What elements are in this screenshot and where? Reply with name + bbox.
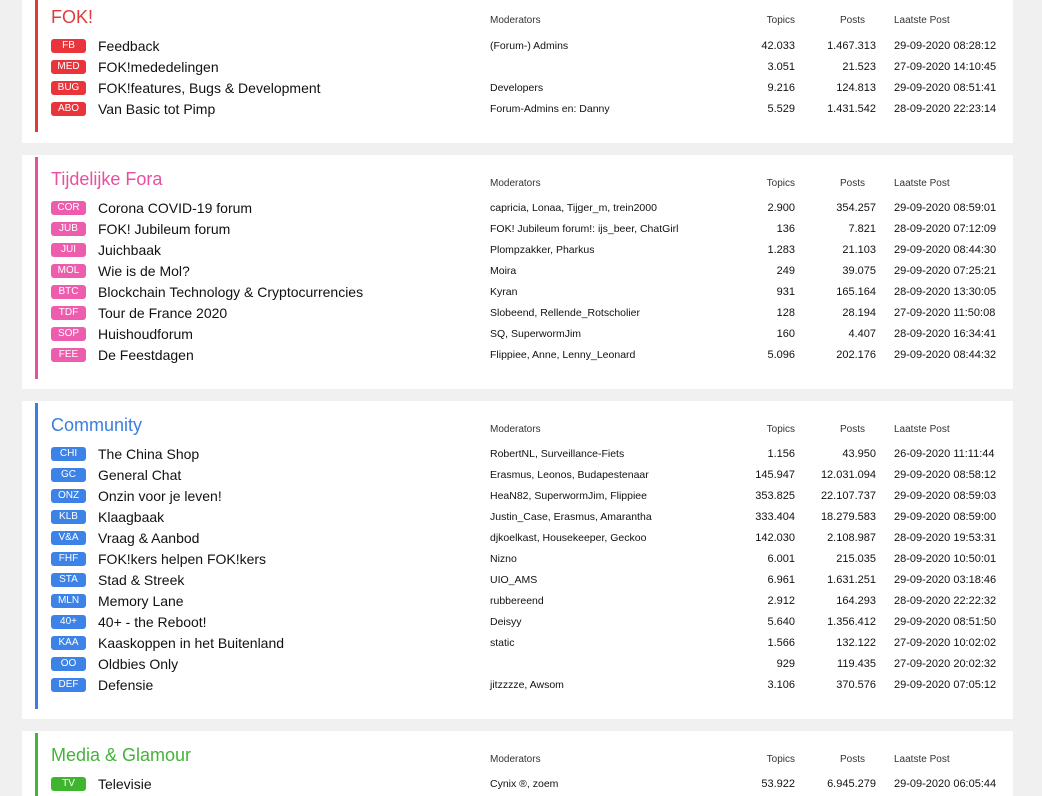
category-separator xyxy=(22,389,1013,401)
forum-code-badge[interactable]: CHI xyxy=(51,447,86,461)
forum-topic-count: 5.640 xyxy=(767,616,795,628)
forum-moderators[interactable]: Forum-Admins en: Danny xyxy=(490,103,610,115)
forum-post-count: 132.122 xyxy=(836,637,876,649)
forum-topic-count: 128 xyxy=(776,307,795,319)
forum-code-badge[interactable]: ONZ xyxy=(51,489,86,503)
forum-code-badge[interactable]: KAA xyxy=(51,636,86,650)
forum-row[interactable] xyxy=(38,675,1013,696)
forum-row[interactable] xyxy=(38,99,1013,120)
forum-post-count: 2.108.987 xyxy=(827,532,876,544)
forum-post-count: 124.813 xyxy=(836,82,876,94)
forum-last-post[interactable]: 29-09-2020 08:58:12 xyxy=(894,469,997,481)
header-last-post: Laatste Post xyxy=(894,754,950,765)
header-last-post: Laatste Post xyxy=(894,178,950,189)
forum-row[interactable] xyxy=(38,612,1013,633)
forum-moderators[interactable]: Moira xyxy=(490,265,517,277)
forum-moderators[interactable]: Cynix ®, zoem xyxy=(490,778,559,790)
forum-row[interactable] xyxy=(38,36,1013,57)
forum-code-badge[interactable]: OO xyxy=(51,657,86,671)
header-topics: Topics xyxy=(766,424,795,435)
header-moderators: Moderators xyxy=(490,754,541,765)
forum-post-count: 12.031.094 xyxy=(820,469,876,481)
forum-name-link[interactable]: 40+ - the Reboot! xyxy=(98,614,207,630)
forum-last-post[interactable]: 28-09-2020 22:23:14 xyxy=(894,103,997,115)
forum-post-count: 119.435 xyxy=(837,658,876,670)
category-media-glamour xyxy=(35,733,1013,796)
forum-topic-count: 5.529 xyxy=(767,103,795,115)
forum-code-badge[interactable]: FEE xyxy=(51,348,86,362)
forum-name-link[interactable]: Kaaskoppen in het Buitenland xyxy=(98,635,285,651)
forum-row[interactable] xyxy=(38,528,1013,549)
forum-topic-count: 333.404 xyxy=(755,511,795,523)
forum-row[interactable] xyxy=(38,633,1013,654)
header-topics: Topics xyxy=(766,754,795,765)
category-title[interactable]: Community xyxy=(51,415,143,435)
forum-name-link[interactable]: FOK!mededelingen xyxy=(98,59,219,75)
forum-moderators[interactable]: jitzzzze, Awsom xyxy=(490,679,564,691)
forum-code-badge[interactable]: FHF xyxy=(51,552,86,566)
forum-row[interactable] xyxy=(38,507,1013,528)
forum-code-badge[interactable]: TDF xyxy=(51,306,86,320)
forum-row[interactable] xyxy=(38,261,1013,282)
forum-last-post[interactable]: 29-09-2020 06:05:44 xyxy=(894,778,997,790)
forum-topic-count: 9.216 xyxy=(767,82,795,94)
forum-last-post[interactable]: 29-09-2020 08:59:01 xyxy=(894,202,997,214)
forum-row[interactable] xyxy=(38,345,1013,366)
forum-row[interactable] xyxy=(38,282,1013,303)
forum-row[interactable] xyxy=(38,654,1013,675)
category-title[interactable]: Media & Glamour xyxy=(51,745,192,765)
forum-moderators[interactable]: Developers xyxy=(490,82,544,94)
forum-name-link[interactable]: FOK! Jubileum forum xyxy=(98,221,231,237)
forum-moderators[interactable]: djkoelkast, Housekeeper, Geckoo xyxy=(490,532,647,544)
forum-last-post[interactable]: 29-09-2020 08:51:50 xyxy=(894,616,997,628)
category-tijdelijke-fora xyxy=(35,157,1013,379)
forum-last-post[interactable]: 29-09-2020 07:25:21 xyxy=(894,265,997,277)
forum-topic-count: 2.912 xyxy=(767,595,795,607)
header-posts: Posts xyxy=(839,424,865,435)
forum-post-count: 165.164 xyxy=(836,286,876,298)
forum-moderators[interactable]: UIO_AMS xyxy=(490,574,538,586)
forum-last-post[interactable]: 29-09-2020 08:59:03 xyxy=(894,490,997,502)
forum-code-badge[interactable]: GC xyxy=(51,468,86,482)
forum-post-count: 4.407 xyxy=(848,328,876,340)
forum-last-post[interactable]: 29-09-2020 03:18:46 xyxy=(894,574,997,586)
category-title[interactable]: FOK! xyxy=(51,7,94,27)
forum-code-badge[interactable]: JUB xyxy=(51,222,86,236)
forum-row[interactable] xyxy=(38,465,1013,486)
forum-name-link[interactable]: Juichbaak xyxy=(98,242,162,258)
forum-last-post[interactable]: 28-09-2020 22:22:32 xyxy=(894,595,997,607)
forum-code-badge[interactable]: V&A xyxy=(51,531,86,545)
forum-code-badge[interactable]: ABO xyxy=(51,102,86,116)
forum-post-count: 39.075 xyxy=(842,265,876,277)
forum-post-count: 370.576 xyxy=(836,679,876,691)
forum-code-badge[interactable]: TV xyxy=(51,777,86,791)
forum-row[interactable] xyxy=(38,57,1013,78)
header-topics: Topics xyxy=(766,15,795,26)
forum-moderators[interactable]: Slobeend, Rellende_Rotscholier xyxy=(490,307,641,319)
forum-name-link[interactable]: Televisie xyxy=(98,776,152,792)
forum-name-link[interactable]: Oldbies Only xyxy=(98,656,179,672)
forum-last-post[interactable]: 28-09-2020 07:12:09 xyxy=(894,223,997,235)
forum-moderators[interactable]: Deisyy xyxy=(490,616,522,628)
forum-post-count: 21.523 xyxy=(842,61,876,73)
forum-topic-count: 53.922 xyxy=(761,778,795,790)
forum-last-post[interactable]: 29-09-2020 08:44:32 xyxy=(894,349,997,361)
forum-topic-count: 142.030 xyxy=(755,532,795,544)
forum-moderators[interactable]: Erasmus, Leonos, Budapestenaar xyxy=(490,469,649,481)
forum-last-post[interactable]: 28-09-2020 19:53:31 xyxy=(894,532,997,544)
forum-post-count: 7.821 xyxy=(848,223,876,235)
forum-row[interactable] xyxy=(38,198,1013,219)
forum-moderators[interactable]: Kyran xyxy=(490,286,518,298)
forum-post-count: 28.194 xyxy=(842,307,876,319)
forum-last-post[interactable]: 29-09-2020 07:05:12 xyxy=(894,679,997,691)
category-separator xyxy=(22,719,1013,731)
forum-name-link[interactable]: Wie is de Mol? xyxy=(98,263,190,279)
header-last-post: Laatste Post xyxy=(894,15,950,26)
forum-topic-count: 2.900 xyxy=(767,202,795,214)
forum-row[interactable] xyxy=(38,591,1013,612)
forum-row[interactable] xyxy=(38,444,1013,465)
forum-post-count: 202.176 xyxy=(836,349,876,361)
forum-post-count: 1.431.542 xyxy=(827,103,876,115)
forum-code-badge[interactable]: KLB xyxy=(51,510,86,524)
forum-last-post[interactable]: 28-09-2020 16:34:41 xyxy=(894,328,997,340)
forum-row[interactable] xyxy=(38,219,1013,240)
forum-post-count: 164.293 xyxy=(836,595,876,607)
forum-moderators[interactable]: Plompzakker, Pharkus xyxy=(490,244,595,256)
forum-code-badge[interactable]: MOL xyxy=(51,264,86,278)
forum-post-count: 22.107.737 xyxy=(820,490,876,502)
forum-topic-count: 929 xyxy=(776,658,795,670)
header-posts: Posts xyxy=(839,754,865,765)
category-title[interactable]: Tijdelijke Fora xyxy=(51,169,163,189)
forum-code-badge[interactable]: SOP xyxy=(51,327,86,341)
forum-row[interactable] xyxy=(38,78,1013,99)
forum-last-post[interactable]: 29-09-2020 08:59:00 xyxy=(894,511,997,523)
forum-topic-count: 1.566 xyxy=(767,637,795,649)
forum-topic-count: 3.051 xyxy=(767,61,795,73)
forum-name-link[interactable]: De Feestdagen xyxy=(98,347,194,363)
forum-moderators[interactable]: rubbereend xyxy=(490,595,544,607)
forum-topic-count: 1.156 xyxy=(767,448,795,460)
header-posts: Posts xyxy=(839,178,865,189)
header-posts: Posts xyxy=(839,15,865,26)
category-community xyxy=(35,403,1013,709)
forum-code-badge[interactable]: MED xyxy=(51,60,86,74)
forum-topic-count: 42.033 xyxy=(761,40,795,52)
forum-post-count: 6.945.279 xyxy=(827,778,876,790)
header-moderators: Moderators xyxy=(490,178,541,189)
forum-code-badge[interactable]: COR xyxy=(51,201,86,215)
forum-moderators[interactable]: HeaN82, SuperwormJim, Flippiee xyxy=(490,490,647,502)
header-last-post: Laatste Post xyxy=(894,424,950,435)
forum-topic-count: 160 xyxy=(776,328,795,340)
forum-code-badge[interactable]: BTC xyxy=(51,285,86,299)
forum-post-count: 43.950 xyxy=(842,448,876,460)
forum-row[interactable] xyxy=(38,486,1013,507)
forum-name-link[interactable]: Tour de France 2020 xyxy=(98,305,228,321)
forum-row[interactable] xyxy=(38,570,1013,591)
forum-name-link[interactable]: Van Basic tot Pimp xyxy=(98,101,216,117)
header-moderators: Moderators xyxy=(490,15,541,26)
forum-moderators[interactable]: static xyxy=(490,637,515,649)
forum-last-post[interactable]: 26-09-2020 11:11:44 xyxy=(894,448,995,460)
forum-moderators[interactable]: (Forum-) Admins xyxy=(490,40,569,52)
forum-code-badge[interactable]: FB xyxy=(51,39,86,53)
forum-last-post[interactable]: 29-09-2020 08:44:30 xyxy=(894,244,997,256)
forum-row[interactable] xyxy=(38,549,1013,570)
category-separator xyxy=(22,143,1013,155)
forum-name-link[interactable]: Onzin voor je leven! xyxy=(98,488,222,504)
forum-code-badge[interactable]: JUI xyxy=(51,243,86,257)
forum-name-link[interactable]: FOK!features, Bugs & Development xyxy=(98,80,321,96)
forum-last-post[interactable]: 29-09-2020 08:51:41 xyxy=(894,82,997,94)
forum-last-post[interactable]: 27-09-2020 11:50:08 xyxy=(894,307,996,319)
forum-name-link[interactable]: General Chat xyxy=(98,467,182,483)
forum-code-badge[interactable]: 40+ xyxy=(51,615,86,629)
forum-topic-count: 3.106 xyxy=(767,679,795,691)
header-moderators: Moderators xyxy=(490,424,541,435)
forum-index xyxy=(22,0,1013,796)
forum-name-link[interactable]: Feedback xyxy=(98,38,160,54)
forum-name-link[interactable]: Stad & Streek xyxy=(98,572,185,588)
forum-code-badge[interactable]: MLN xyxy=(51,594,86,608)
forum-name-link[interactable]: FOK!kers helpen FOK!kers xyxy=(98,551,267,567)
forum-row[interactable] xyxy=(38,774,1013,795)
forum-row[interactable] xyxy=(38,324,1013,345)
forum-name-link[interactable]: Defensie xyxy=(98,677,154,693)
forum-topic-count: 145.947 xyxy=(755,469,795,481)
forum-topic-count: 6.961 xyxy=(767,574,795,586)
forum-moderators[interactable]: Justin_Case, Erasmus, Amarantha xyxy=(490,511,652,523)
forum-topic-count: 5.096 xyxy=(767,349,795,361)
forum-code-badge[interactable]: STA xyxy=(51,573,86,587)
forum-code-badge[interactable]: DEF xyxy=(51,678,86,692)
forum-post-count: 354.257 xyxy=(836,202,876,214)
forum-last-post[interactable]: 28-09-2020 13:30:05 xyxy=(894,286,997,298)
forum-name-link[interactable]: Memory Lane xyxy=(98,593,184,609)
forum-last-post[interactable]: 28-09-2020 10:50:01 xyxy=(894,553,997,565)
forum-last-post[interactable]: 27-09-2020 14:10:45 xyxy=(894,61,997,73)
forum-last-post[interactable]: 27-09-2020 10:02:02 xyxy=(894,637,997,649)
forum-topic-count: 931 xyxy=(776,286,795,298)
forum-post-count: 215.035 xyxy=(836,553,876,565)
forum-moderators[interactable]: SQ, SuperwormJim xyxy=(490,328,582,340)
forum-moderators[interactable]: Nizno xyxy=(490,553,517,565)
forum-code-badge[interactable]: BUG xyxy=(51,81,86,95)
forum-name-link[interactable]: Corona COVID-19 forum xyxy=(98,200,253,216)
forum-moderators[interactable]: Flippiee, Anne, Lenny_Leonard xyxy=(490,349,636,361)
forum-name-link[interactable]: Huishoudforum xyxy=(98,326,193,342)
forum-name-link[interactable]: The China Shop xyxy=(98,446,200,462)
forum-topic-count: 136 xyxy=(776,223,795,235)
forum-topic-count: 249 xyxy=(776,265,795,277)
forum-post-count: 21.103 xyxy=(842,244,876,256)
forum-moderators[interactable]: FOK! Jubileum forum!: ijs_beer, ChatGirl xyxy=(490,223,679,235)
forum-moderators[interactable]: RobertNL, Surveillance-Fiets xyxy=(490,448,625,460)
forum-topic-count: 1.283 xyxy=(767,244,795,256)
forum-name-link[interactable]: Vraag & Aanbod xyxy=(98,530,200,546)
forum-row[interactable] xyxy=(38,240,1013,261)
forum-row[interactable] xyxy=(38,303,1013,324)
forum-name-link[interactable]: Blockchain Technology & Cryptocurrencies xyxy=(98,284,364,300)
forum-name-link[interactable]: Klaagbaak xyxy=(98,509,165,525)
forum-last-post[interactable]: 27-09-2020 20:02:32 xyxy=(894,658,997,670)
forum-post-count: 1.356.412 xyxy=(827,616,876,628)
forum-topic-count: 353.825 xyxy=(755,490,795,502)
forum-topic-count: 6.001 xyxy=(767,553,795,565)
forum-post-count: 1.467.313 xyxy=(827,40,876,52)
forum-moderators[interactable]: capricia, Lonaa, Tijger_m, trein2000 xyxy=(490,202,657,214)
forum-post-count: 1.631.251 xyxy=(827,574,876,586)
category-fok xyxy=(35,0,1013,132)
header-topics: Topics xyxy=(766,178,795,189)
forum-last-post[interactable]: 29-09-2020 08:28:12 xyxy=(894,40,997,52)
forum-post-count: 18.279.583 xyxy=(820,511,876,523)
